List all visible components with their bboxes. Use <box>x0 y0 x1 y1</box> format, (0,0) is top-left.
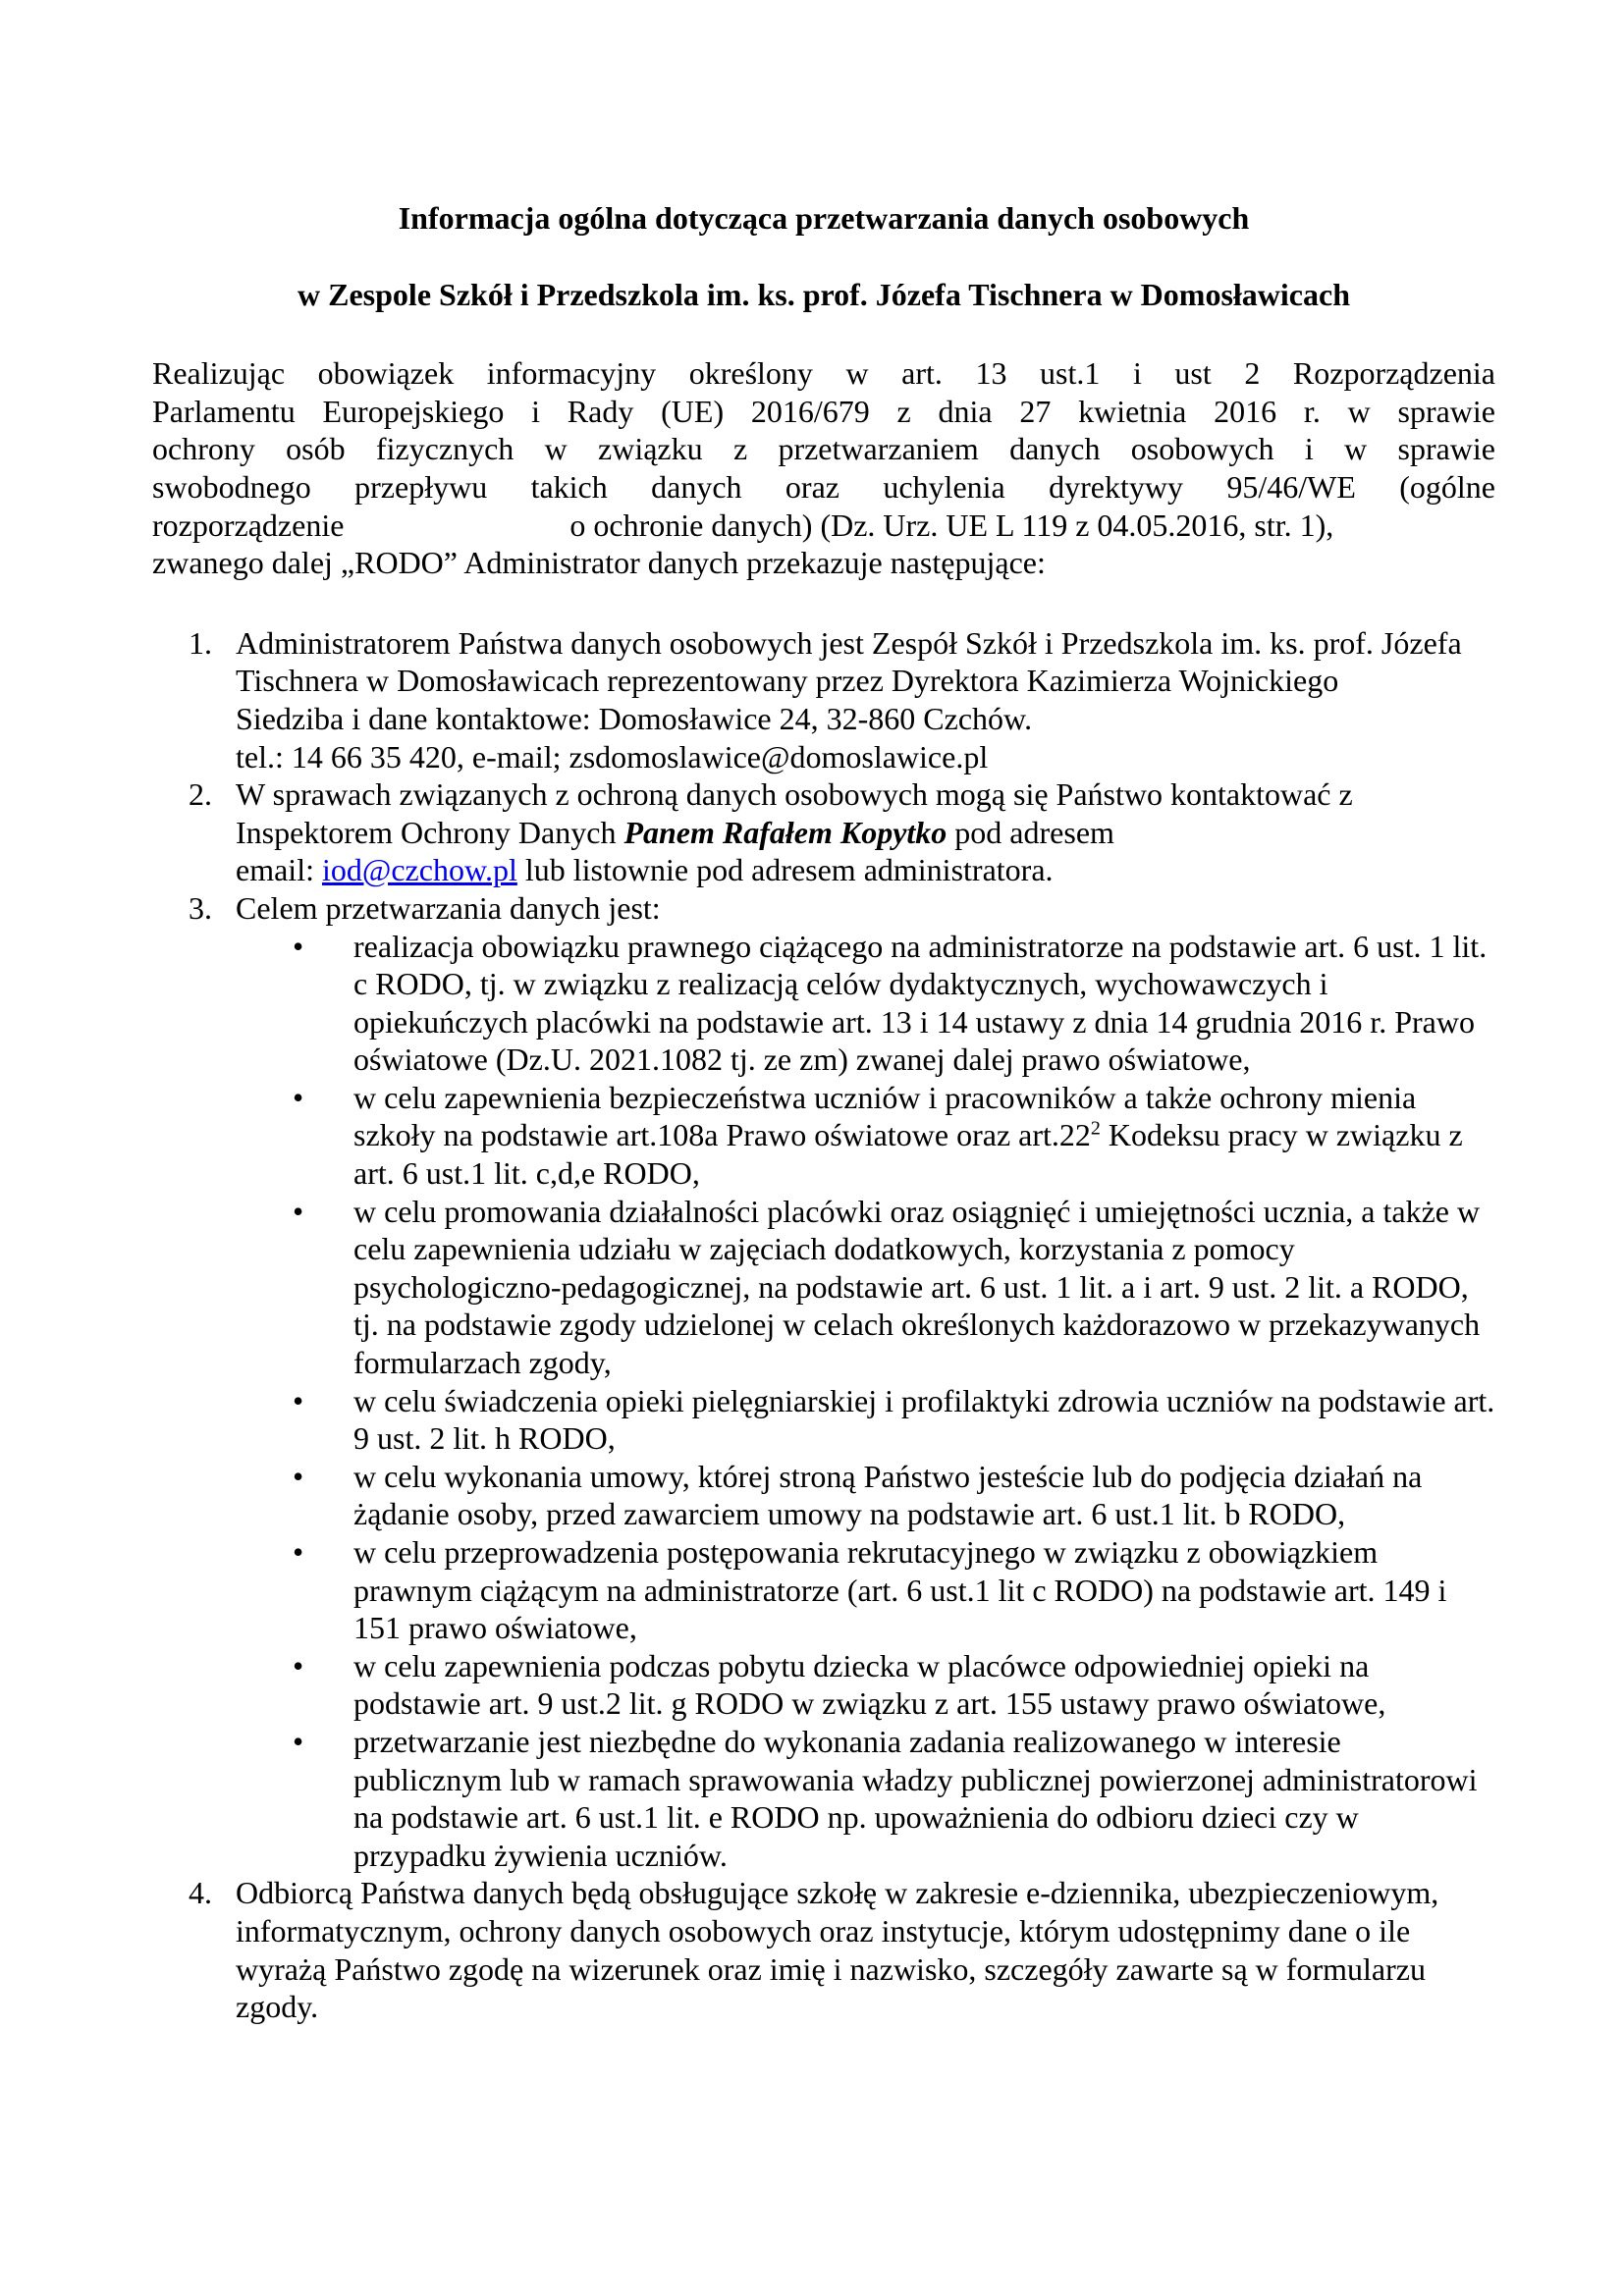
intro-line: ochrony osób fizycznych w związku z przetwarzaniem danych osobowych i w sprawie <box>152 431 1495 467</box>
purpose-bullet-list <box>152 928 1495 1875</box>
intro-line: Realizując obowiązek informacyjny określony w art. 13 ust.1 i ust 2 Rozporządzenia <box>152 355 1495 392</box>
intro-line: Parlamentu Europejskiego i Rady (UE) 2016/679 z dnia 27 kwietnia 2016 r. w sprawie <box>152 393 1495 429</box>
item-number: 2. <box>189 776 212 813</box>
item3-heading: Celem przetwarzania danych jest: <box>236 889 661 926</box>
intro-paragraph <box>152 354 1495 582</box>
bullet-text: w celu promowania działalności placówki oraz osiągnięć i umiejętności ucznia, a także w celu zapewnienia udziału w zajęciach dodatkowych, korzystania z pomocy psychologiczno-pedagogicznej, na podstawie art. 6 ust. 1 lit. a i art. 9 ust. 2 lit. a RODO, tj. na podstawie zgody udzielonej w celach określonych każdorazowo w przekazywanych formularzach zgody, <box>353 1193 1481 1381</box>
intro-line-with-tab <box>152 507 1495 545</box>
bullet-marker: • <box>293 928 304 964</box>
numbered-item-3 <box>152 889 1495 928</box>
bullet-text <box>353 1079 1495 1193</box>
bullet-item <box>152 1382 1495 1458</box>
bullet-text: w celu świadczenia opieki pielęgniarskiej i profilaktyki zdrowia uczniów na podstawie art. 9 ust. 2 lit. h RODO, <box>353 1382 1495 1457</box>
bullet-text-after-sup: Kodeksu pracy w związku z art. 6 ust.1 lit. c,d,e RODO, <box>353 1117 1463 1192</box>
inspector-name: Panem Rafałem Kopytko <box>623 814 947 850</box>
bullet-item <box>152 1193 1495 1382</box>
bullet-marker: • <box>293 1382 304 1418</box>
bullet-text: przetwarzanie jest niezbędne do wykonania zadania realizowanego w interesie publicznym lub w ramach sprawowania władzy publicznej powierzonej administratorowi na podstawie art. 6 ust.1 lit. e RODO np. upoważnienia do odbioru dzieci czy w przypadku żywienia uczniów. <box>353 1723 1478 1873</box>
item2-text-start: W sprawach związanych z ochroną danych osobowych mogą się Państwo kontaktować z Inspektorem Ochrony Danych <box>236 776 1353 850</box>
numbered-item-2 <box>152 775 1495 889</box>
bullet-item <box>152 1533 1495 1647</box>
intro-line-right: o ochronie danych) (Dz. Urz. UE L 119 z 04.05.2016, str. 1), <box>569 507 1334 543</box>
item-number: 1. <box>189 624 212 661</box>
numbered-list <box>152 624 1495 2026</box>
bullet-text: w celu wykonania umowy, której stroną Państwo jesteście lub do podjęcia działań na żądanie osoby, przed zawarciem umowy na podstawie art. 6 ust.1 lit. b RODO, <box>353 1458 1423 1532</box>
document-title: Informacja ogólna dotycząca przetwarzania danych osobowych <box>398 200 1250 236</box>
item2-text-after-name: pod adresem <box>947 814 1114 850</box>
numbered-item-1 <box>152 624 1495 775</box>
email-link[interactable]: iod@czchow.pl <box>321 852 517 888</box>
bullet-item <box>152 928 1495 1079</box>
item2-email-label: email: <box>236 852 322 888</box>
item2-text-end: lub listownie pod adresem administratora. <box>516 852 1054 888</box>
item1-address: Siedziba i dane kontaktowe: Domosławice 24, 32-860 Czchów. <box>236 700 1033 736</box>
numbered-item-4 <box>152 1874 1495 2025</box>
bullet-marker: • <box>293 1647 304 1683</box>
bullet-item <box>152 1723 1495 1874</box>
bullet-marker: • <box>293 1079 304 1115</box>
bullet-item <box>152 1647 1495 1723</box>
bullet-text: realizacja obowiązku prawnego ciążącego na administratorze na podstawie art. 6 ust. 1 lit. c RODO, tj. w związku z realizacją celów dydaktycznych, wychowawczych i opiekuńczych placówki na podstawie art. 13 i 14 ustawy z dnia 14 grudnia 2016 r. Prawo oświatowe (Dz.U. 2021.1082 tj. ze zm) zwanej dalej prawo oświatowe, <box>353 928 1488 1078</box>
bullet-marker: • <box>293 1723 304 1759</box>
item4-text: Odbiorcą Państwa danych będą obsługujące szkołę w zakresie e-dziennika, ubezpieczeniowym, informatycznym, ochrony danych osobowych oraz instytucje, którym udostępnimy dane o ile wyrażą Państwo zgodę na wizerunek oraz imię i nazwisko, szczegóły zawarte są w formularzu zgody. <box>236 1875 1439 2025</box>
bullet-marker: • <box>293 1458 304 1494</box>
bullet-item <box>152 1458 1495 1533</box>
intro-line: swobodnego przepływu takich danych oraz uchylenia dyrektywy 95/46/WE (ogólne <box>152 468 1495 505</box>
item1-main-text: Administratorem Państwa danych osobowych jest Zespół Szkół i Przedszkola im. ks. prof. Józefa Tischnera w Domosławicach reprezentowany przez Dyrektora Kazimierza Wojnickiego <box>236 624 1462 699</box>
superscript-reference: 2 <box>1090 1117 1101 1140</box>
item1-contact: tel.: 14 66 35 420, e-mail; zsdomoslawice@domoslawice.pl <box>236 738 989 774</box>
intro-line: zwanego dalej „RODO” Administrator danych przekazuje następujące: <box>152 545 1046 581</box>
bullet-text-before-sup: w celu zapewnienia bezpieczeństwa uczniów i pracowników a także ochrony mienia szkoły na podstawie art.108a Prawo oświatowe oraz art.22 <box>353 1079 1417 1153</box>
item-number: 3. <box>189 889 212 926</box>
bullet-text: w celu zapewnienia podczas pobytu dziecka w placówce odpowiedniej opieki na podstawie art. 9 ust.2 lit. g RODO w związku z art. 155 ustawy prawo oświatowe, <box>353 1647 1386 1722</box>
bullet-marker: • <box>293 1193 304 1229</box>
bullet-marker: • <box>293 1534 304 1570</box>
item-number: 4. <box>189 1875 212 1911</box>
bullet-item <box>152 1079 1495 1193</box>
document-subtitle: w Zespole Szkół i Przedszkola im. ks. prof. Józefa Tischnera w Domosławicach <box>298 276 1350 312</box>
bullet-text: w celu przeprowadzenia postępowania rekrutacyjnego w związku z obowiązkiem prawnym ciążącym na administratorze (art. 6 ust.1 lit c RODO) na podstawie art. 149 i 151 prawo oświatowe, <box>353 1534 1447 1646</box>
intro-line-left: rozporządzenie <box>152 507 345 543</box>
